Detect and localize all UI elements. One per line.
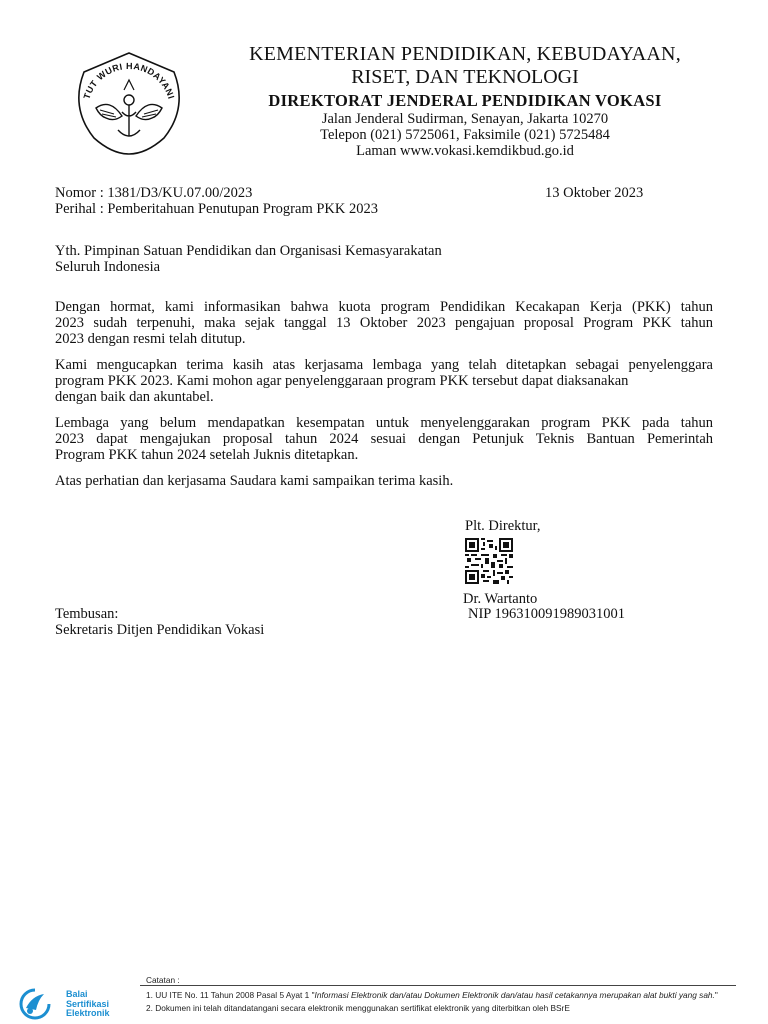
paragraph-line: Program PKK tahun 2024 setelah Juknis ditetapkan. <box>55 447 359 463</box>
notes-label: Catatan : <box>146 975 180 985</box>
ministry-name-line1: KEMENTERIAN PENDIDIKAN, KEBUDAYAAN, <box>249 43 681 65</box>
note-1-quote: Informasi Elektronik dan/atau Dokumen Elektronik dan/atau hasil cetakannya merupakan alat bukti yang sah. <box>314 990 715 1000</box>
note-1-suffix: " <box>714 990 718 1000</box>
bsre-name-line3: Elektronik <box>66 1008 110 1018</box>
paragraph-line: Kami mengucapkan terima kasih atas kerjasama lembaga yang telah ditetapkan sebagai penyelenggara <box>55 357 713 373</box>
bsre-name-line2: Sertifikasi <box>66 998 110 1009</box>
paragraph-line: 2023 dapat mengajukan proposal tahun 2024 sesuai dengan Petunjuk Teknis Bantuan Pemerintah <box>55 431 713 447</box>
ministry-name-line2: RISET, DAN TEKNOLOGI <box>351 66 579 88</box>
paragraph-line: dengan baik dan akuntabel. <box>55 389 214 405</box>
recipient-line2: Seluruh Indonesia <box>55 259 161 275</box>
body-paragraph-1 <box>55 299 713 347</box>
closing-sentence: Atas perhatian dan kerjasama Saudara kami sampaikan terima kasih. <box>55 473 454 489</box>
paragraph-line: Lembaga yang belum mendapatkan kesempatan untuk menyelenggarakan program PKK pada tahun <box>55 415 713 431</box>
note-1 <box>146 990 718 1000</box>
letter-number: Nomor : 1381/D3/KU.07.00/2023 <box>55 185 253 201</box>
letter-date: 13 Oktober 2023 <box>545 185 644 201</box>
svg-text:TUT WURI HANDAYANI: TUT WURI HANDAYANI <box>81 60 177 101</box>
paragraph-line: 2023 dengan resmi telah ditutup. <box>55 331 246 347</box>
footer-divider <box>140 985 736 986</box>
paragraph-line: program PKK 2023. Kami mohon agar penyelenggaraan program PKK tersebut dapat diaksanakan <box>55 373 629 389</box>
body-paragraph-2 <box>55 357 713 405</box>
cc-recipient: Sekretaris Ditjen Pendidikan Vokasi <box>55 622 265 638</box>
paragraph-line: Dengan hormat, kami informasikan bahwa kuota program Pendidikan Kecakapan Kerja (PKK) tahun <box>55 299 713 315</box>
bsre-emblem-icon <box>18 988 52 1020</box>
signatory-name: Dr. Wartanto <box>463 591 538 607</box>
address: Jalan Jenderal Sudirman, Senayan, Jakarta 10270 <box>321 111 609 127</box>
website: Laman www.vokasi.kemdikbud.go.id <box>356 143 574 159</box>
paragraph-line: 2023 sudah terpenuhi, maka sejak tanggal 13 Oktober 2023 pengajuan proposal Program PKK tahun <box>55 315 713 331</box>
directorate-name: DIREKTORAT JENDERAL PENDIDIKAN VOKASI <box>268 91 662 110</box>
phone-fax: Telepon (021) 5725061, Faksimile (021) 5725484 <box>320 127 610 143</box>
signatory-position: Plt. Direktur, <box>465 518 541 534</box>
recipient-line1: Yth. Pimpinan Satuan Pendidikan dan Organisasi Kemasyarakatan <box>55 243 442 259</box>
body-paragraph-3 <box>55 415 713 463</box>
cc-label: Tembusan: <box>55 606 119 622</box>
bsre-name-line1: Balai <box>66 989 88 999</box>
note-2: 2. Dokumen ini telah ditandatangani secara elektronik menggunakan sertifikat elektronik yang diterbitkan oleh BSrE <box>146 1003 570 1013</box>
signatory-nip: NIP 196310091989031001 <box>468 606 625 622</box>
letter-subject: Perihal : Pemberitahuan Penutupan Program PKK 2023 <box>55 201 378 217</box>
qr-code-icon <box>465 538 513 584</box>
note-1-prefix: 1. UU ITE No. 11 Tahun 2008 Pasal 5 Ayat 1 " <box>146 990 315 1000</box>
tut-wuri-handayani-logo <box>66 50 192 156</box>
bsre-logo <box>18 988 133 1020</box>
